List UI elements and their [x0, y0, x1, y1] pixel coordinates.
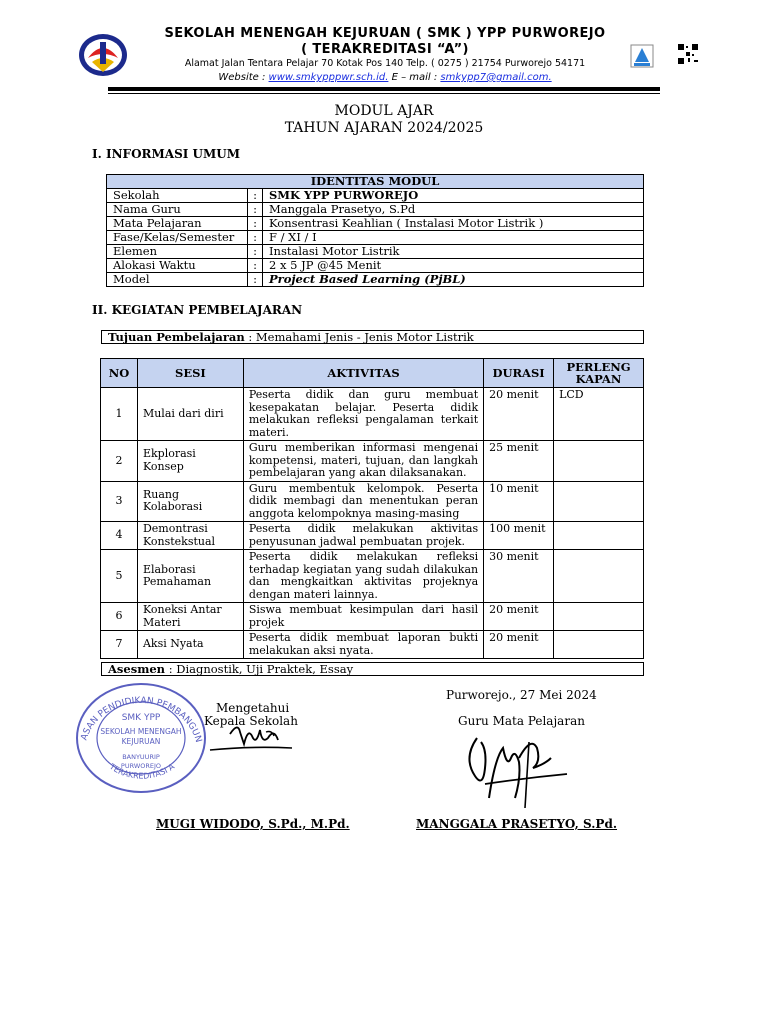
document-subtitle: TAHUN AJARAN 2024/2025	[284, 120, 484, 136]
row-sesi: Demontrasi Konstekstual	[137, 522, 243, 550]
table-row	[107, 259, 644, 273]
row-durasi: 20 menit	[484, 388, 554, 441]
teacher-role: Guru Mata Pelajaran	[458, 714, 585, 728]
teacher-signature	[455, 728, 575, 812]
identity-separator: :	[248, 273, 263, 287]
school-name-line1: SEKOLAH MENENGAH KEJURUAN ( SMK ) YPP PURWOREJO	[164, 26, 606, 41]
row-perlengkapan	[554, 441, 644, 482]
row-no: 7	[101, 631, 138, 659]
learning-goal-box	[101, 330, 644, 344]
row-sesi: Ruang Kolaborasi	[137, 481, 243, 522]
row-perlengkapan: LCD	[554, 388, 644, 441]
row-durasi: 20 menit	[484, 631, 554, 659]
row-perlengkapan	[554, 522, 644, 550]
qr-code-icon	[678, 44, 698, 64]
table-row	[107, 245, 644, 259]
approval-label: Mengetahui	[216, 701, 290, 715]
row-sesi: Elaborasi Pemahaman	[137, 550, 243, 603]
place-date: Purworejo., 27 Mei 2024	[446, 688, 597, 702]
assessment-text: : Diagnostik, Uji Praktek, Essay	[165, 662, 354, 676]
stamp-line4: BANYUURIP	[122, 753, 160, 761]
school-name	[140, 26, 630, 58]
assessment-label: Asesmen	[108, 662, 166, 676]
identity-label: Fase/Kelas/Semester	[107, 231, 248, 245]
stamp-line3: KEJURUAN	[121, 737, 161, 746]
identity-label: Mata Pelajaran	[107, 217, 248, 231]
row-no: 6	[101, 603, 138, 631]
assessment-box	[101, 662, 644, 676]
row-perlengkapan	[554, 481, 644, 522]
row-aktivitas: Guru membentuk kelompok. Peserta didik membagi dan menentukan peran anggota kelompoknya masing-masing	[243, 481, 483, 522]
row-durasi: 100 menit	[484, 522, 554, 550]
row-durasi: 25 menit	[484, 441, 554, 482]
activities-table	[100, 358, 644, 659]
identity-value: Konsentrasi Keahlian ( Instalasi Motor Listrik )	[263, 217, 644, 231]
table-row	[101, 603, 644, 631]
identity-separator: :	[248, 203, 263, 217]
col-header-sesi: SESI	[137, 359, 243, 388]
section-heading-kegiatan: II. KEGIATAN PEMBELAJARAN	[92, 303, 303, 317]
row-aktivitas: Peserta didik melakukan aktivitas penyusunan jadwal pembuatan projek.	[243, 522, 483, 550]
website-label: Website :	[218, 72, 269, 83]
principal-name: MUGI WIDODO, S.Pd., M.Pd.	[156, 817, 350, 831]
row-no: 4	[101, 522, 138, 550]
identity-separator: :	[248, 245, 263, 259]
row-sesi: Ekplorasi Konsep	[137, 441, 243, 482]
learning-goal-text: : Memahami Jenis - Jenis Motor Listrik	[244, 330, 474, 344]
col-header-no: NO	[101, 359, 138, 388]
row-sesi: Aksi Nyata	[137, 631, 243, 659]
contact-line	[140, 71, 630, 84]
row-aktivitas: Peserta didik membuat laporan bukti melakukan aksi nyata.	[243, 631, 483, 659]
table-row	[107, 189, 644, 203]
principal-role: Kepala Sekolah	[204, 714, 298, 728]
identity-value: 2 x 5 JP @45 Menit	[263, 259, 644, 273]
table-row	[101, 481, 644, 522]
email-label: E – mail :	[388, 72, 441, 83]
table-row	[107, 217, 644, 231]
school-logo	[78, 32, 128, 78]
certification-icon	[630, 44, 654, 68]
row-no: 1	[101, 388, 138, 441]
row-durasi: 10 menit	[484, 481, 554, 522]
row-perlengkapan	[554, 631, 644, 659]
principal-signature	[200, 718, 300, 762]
school-address: Alamat Jalan Tentara Pelajar 70 Kotak Pos 140 Telp. ( 0275 ) 21754 Purworejo 54171	[184, 58, 586, 69]
teacher-name: MANGGALA PRASETYO, S.Pd.	[416, 817, 618, 831]
identity-label: Sekolah	[107, 189, 248, 203]
table-row	[107, 203, 644, 217]
identity-value: Manggala Prasetyo, S.Pd	[263, 203, 644, 217]
identity-value: F / XI / I	[263, 231, 644, 245]
table-row	[101, 631, 644, 659]
identity-label: Model	[107, 273, 248, 287]
document-title: MODUL AJAR	[334, 103, 434, 119]
identity-separator: :	[248, 217, 263, 231]
row-no: 3	[101, 481, 138, 522]
stamp-line1: SMK YPP	[121, 713, 161, 723]
table-row	[101, 388, 644, 441]
identity-table	[106, 174, 644, 287]
stamp-arc-bottom: TERAKREDITASI A	[107, 762, 177, 781]
row-sesi: Koneksi Antar Materi	[137, 603, 243, 631]
col-header-aktivitas: AKTIVITAS	[243, 359, 483, 388]
table-row	[101, 550, 644, 603]
row-aktivitas: Siswa membuat kesimpulan dari hasil projek	[243, 603, 483, 631]
identity-label: Nama Guru	[107, 203, 248, 217]
col-header-perlengkapan: PERLENG KAPAN	[554, 359, 644, 388]
row-perlengkapan	[554, 603, 644, 631]
table-row	[101, 522, 644, 550]
row-aktivitas: Peserta didik melakukan refleksi terhadap kegiatan yang sudah dilakukan dan mengkaitkan aktivitas projeknya dengan materi lainnya.	[243, 550, 483, 603]
identity-label: Alokasi Waktu	[107, 259, 248, 273]
school-stamp	[72, 680, 210, 796]
col-header-durasi: DURASI	[484, 359, 554, 388]
row-sesi: Mulai dari diri	[137, 388, 243, 441]
identity-value: SMK YPP PURWOREJO	[263, 189, 644, 203]
row-durasi: 30 menit	[484, 550, 554, 603]
identity-value: Instalasi Motor Listrik	[263, 245, 644, 259]
table-row	[107, 273, 644, 287]
row-aktivitas: Peserta didik dan guru membuat kesepakatan belajar. Peserta didik melakukan refleksi pengalaman terkait materi.	[243, 388, 483, 441]
stamp-arc-top: ASAN PENDIDIKAN PEMBANGUN	[79, 695, 204, 744]
stamp-line5: PURWOREJO	[120, 762, 162, 770]
row-aktivitas: Guru memberikan informasi mengenai kompetensi, materi, tujuan, dan langkah pembelajaran yang akan dilaksanakan.	[243, 441, 483, 482]
row-no: 2	[101, 441, 138, 482]
email-link[interactable]: smkypp7@gmail.com.	[440, 72, 552, 83]
identity-separator: :	[248, 189, 263, 203]
table-row	[107, 231, 644, 245]
school-accreditation: ( TERAKREDITASI “A”)	[301, 42, 469, 57]
header-divider-thick	[108, 87, 660, 91]
website-link[interactable]: www.smkypppwr.sch.id.	[268, 72, 389, 83]
stamp-line2: SEKOLAH MENENGAH	[100, 727, 182, 736]
identity-separator: :	[248, 259, 263, 273]
identity-table-heading: IDENTITAS MODUL	[107, 175, 644, 189]
section-heading-informasi: I. INFORMASI UMUM	[92, 147, 241, 161]
table-row	[101, 441, 644, 482]
learning-goal-label: Tujuan Pembelajaran	[108, 330, 245, 344]
identity-value: Project Based Learning (PjBL)	[263, 273, 644, 287]
row-no: 5	[101, 550, 138, 603]
row-perlengkapan	[554, 550, 644, 603]
header-divider-thin	[108, 93, 660, 94]
identity-label: Elemen	[107, 245, 248, 259]
identity-separator: :	[248, 231, 263, 245]
row-durasi: 20 menit	[484, 603, 554, 631]
